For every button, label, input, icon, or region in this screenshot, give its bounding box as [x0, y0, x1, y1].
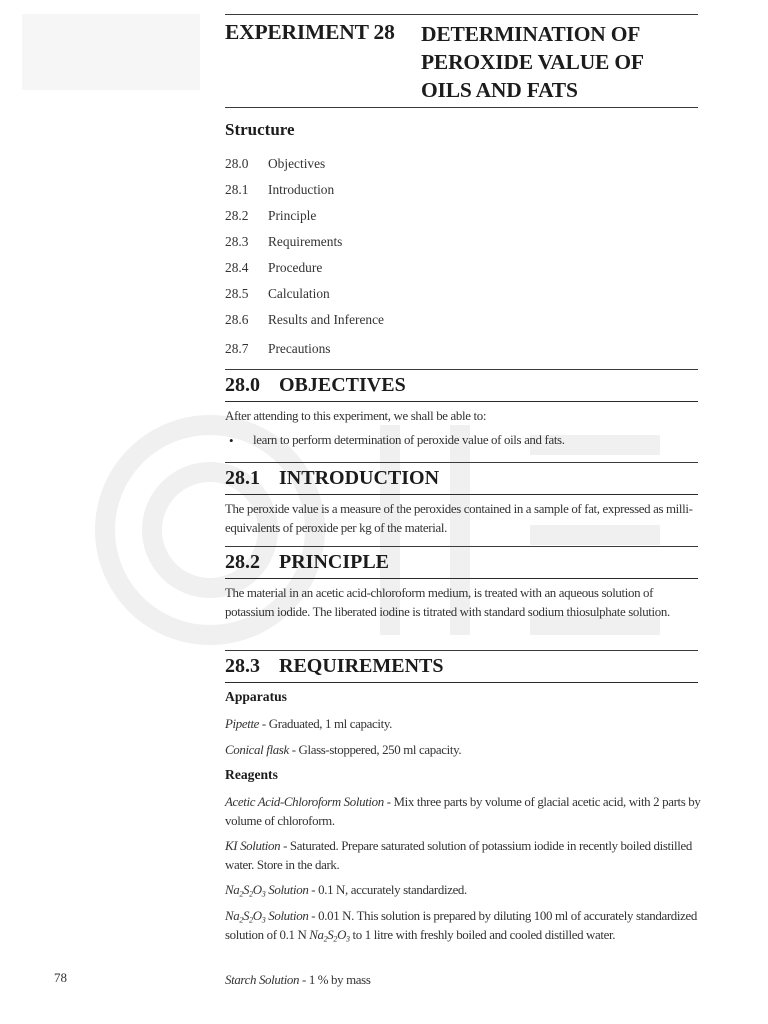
- reagent-acetic-chloroform: [225, 793, 701, 830]
- introduction-text: The peroxide value is a measure of the peroxides contained in a sample of fat, expressed as milli-equivalents of peroxide per kg of the material.: [225, 502, 693, 535]
- item-name: Conical flask: [225, 743, 289, 757]
- section-title: REQUIREMENTS: [279, 655, 444, 677]
- section-number: 28.3: [225, 655, 260, 677]
- inline-formula: $Na_2S_2O_3$: [309, 927, 350, 943]
- reagent-thiosulphate-001n: [225, 907, 701, 944]
- reagents-heading: Reagents: [225, 767, 278, 782]
- bullet-dot: •: [229, 433, 234, 448]
- title-top-rule: [225, 14, 698, 15]
- section-heading-requirements: [225, 655, 443, 678]
- section-bottom-rule: [225, 401, 698, 402]
- section-title: PRINCIPLE: [279, 551, 390, 573]
- section-bottom-rule: [225, 494, 698, 495]
- item-description: - Mix three parts by volume of glacial acetic acid, with 2 parts by volume of chloroform.: [225, 795, 701, 828]
- section-heading-principle: [225, 551, 389, 574]
- toc-item-label: Requirements: [268, 234, 343, 249]
- apparatus-heading: Apparatus: [225, 689, 287, 704]
- toc-item-number: 28.2: [225, 208, 249, 223]
- reagent-thiosulphate-01n: [225, 881, 701, 900]
- item-description: - Glass-stoppered, 250 ml capacity.: [288, 743, 462, 757]
- experiment-number: EXPERIMENT 28: [225, 20, 395, 44]
- scan-smudge: [22, 14, 200, 90]
- toc-item-label: Calculation: [268, 286, 330, 301]
- toc-item-number: 28.5: [225, 286, 249, 301]
- reagent-starch-solution: [225, 971, 701, 990]
- toc-item-label: Objectives: [268, 156, 326, 171]
- item-name: Starch Solution: [225, 973, 300, 987]
- section-number: 28.2: [225, 551, 260, 573]
- section-number: 28.0: [225, 374, 260, 396]
- toc-item-number: 28.3: [225, 234, 249, 249]
- page-number: 78: [54, 970, 67, 985]
- section-heading-introduction: [225, 467, 439, 490]
- toc-item-number: 28.1: [225, 182, 249, 197]
- toc-item-label: Results and Inference: [268, 312, 385, 327]
- objectives-bullet: learn to perform determination of peroxide value of oils and fats.: [253, 433, 565, 447]
- toc-item-label: Procedure: [268, 260, 323, 275]
- item-description: - 0.1 N, accurately standardized.: [308, 883, 467, 897]
- item-description: - Saturated. Prepare saturated solution of potassium iodide in recently boiled distilled water. Store in the dark.: [225, 839, 692, 872]
- section-number: 28.1: [225, 467, 260, 489]
- section-bottom-rule: [225, 578, 698, 579]
- section-title: OBJECTIVES: [279, 374, 406, 396]
- toc-item-number: 28.7: [225, 341, 249, 356]
- section-top-rule: [225, 650, 698, 651]
- item-name: Pipette: [225, 717, 260, 731]
- apparatus-pipette: [225, 715, 701, 734]
- item-name: $Na_2S_2O_3$ Solution: [225, 909, 309, 925]
- item-name: KI Solution: [225, 839, 281, 853]
- toc-item-label: Principle: [268, 208, 317, 223]
- item-description: to 1 litre with freshly boiled and cooled distilled water.: [349, 927, 616, 942]
- reagent-ki-solution: [225, 837, 701, 874]
- section-bottom-rule: [225, 682, 698, 683]
- section-heading-objectives: [225, 374, 406, 397]
- toc-item-number: 28.4: [225, 260, 249, 275]
- experiment-title: DETERMINATION OF PEROXIDE VALUE OF OILS AND FATS: [421, 22, 643, 102]
- item-description: - 1 % by mass: [299, 973, 371, 987]
- apparatus-conical-flask: [225, 741, 701, 760]
- section-top-rule: [225, 369, 698, 370]
- title-bottom-rule: [225, 107, 698, 108]
- item-name: Acetic Acid-Chloroform Solution: [225, 795, 384, 809]
- item-description: - 0.01 N. This solution is prepared by diluting 100 ml of accurately standardized solution of 0.1 N: [225, 909, 697, 942]
- toc-item-number: 28.6: [225, 312, 249, 327]
- item-description: - Graduated, 1 ml capacity.: [259, 717, 392, 731]
- objectives-intro: After attending to this experiment, we shall be able to:: [225, 409, 487, 423]
- toc-item-label: Precautions: [268, 341, 331, 356]
- section-title: INTRODUCTION: [279, 467, 440, 489]
- item-name: $Na_2S_2O_3$ Solution: [225, 883, 309, 899]
- toc-item-number: 28.0: [225, 156, 249, 171]
- structure-heading: Structure: [225, 120, 295, 139]
- section-top-rule: [225, 462, 698, 463]
- principle-text: The material in an acetic acid-chloroform medium, is treated with an aqueous solution of potassium iodide. The liberated iodine is titrated with standard sodium thiosulphate solution.: [225, 586, 670, 619]
- toc-item-label: Introduction: [268, 182, 335, 197]
- section-top-rule: [225, 546, 698, 547]
